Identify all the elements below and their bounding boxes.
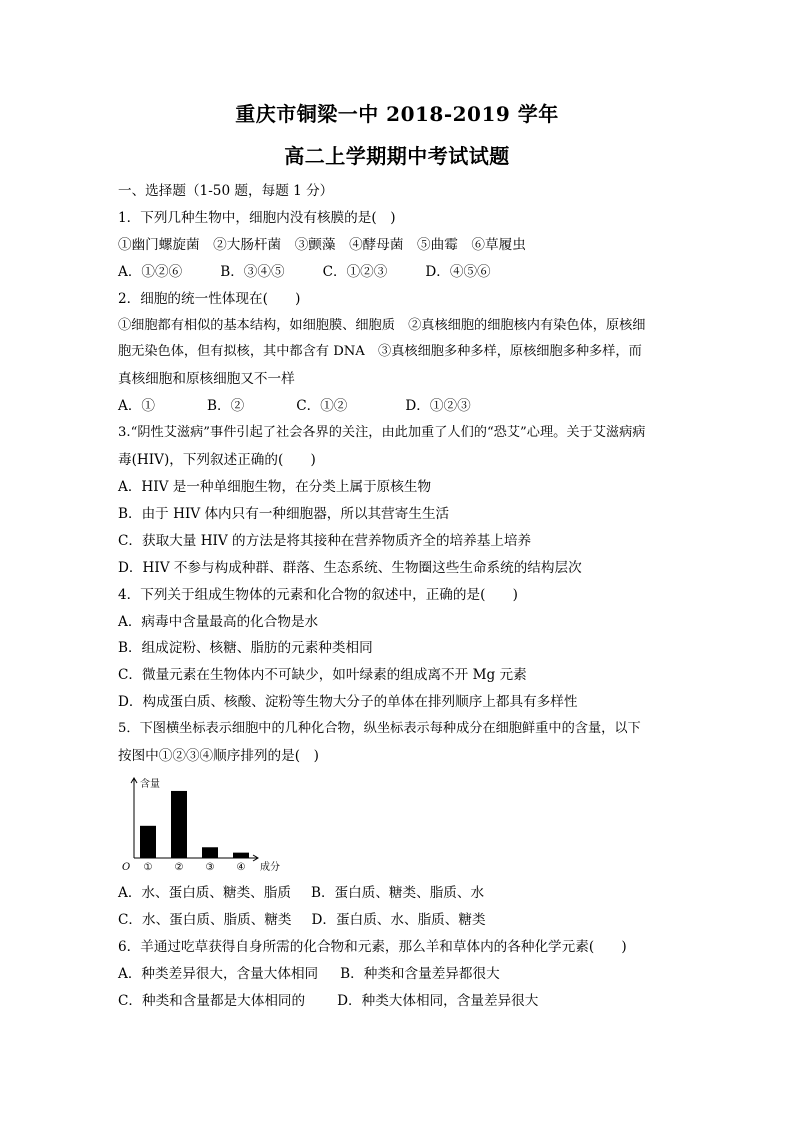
q2-line-1: ①细胞都有相似的基本结构，如细胞膜、细胞质 ②真核细胞的细胞核内有染色体，原核细 <box>118 317 646 333</box>
section-heading: 一、选择题（1-50 题，每题 1 分） <box>118 183 334 199</box>
q5-option-a: A．水、蛋白质、糖类、脂质 <box>118 884 291 901</box>
q3-option-b: B．由于 HIV 体内只有一种细胞器，所以其营寄生生活 <box>118 505 450 522</box>
q1-options <box>118 259 678 286</box>
q2-stem: 2．细胞的统一性体现在( ) <box>118 290 301 307</box>
x-tick-label-2: ② <box>174 861 184 873</box>
q2-line-2: 胞无染色体，但有拟核，其中都含有 DNA ③真核细胞多种多样，原核细胞多种多样，而 <box>118 344 642 360</box>
q4-option-a: A．病毒中含量最高的化合物是水 <box>118 613 319 630</box>
bar-4 <box>233 853 249 858</box>
q4-option-d: D．构成蛋白质、核酸、淀粉等生物大分子的单体在排列顺序上都具有多样性 <box>118 694 578 711</box>
q1-stem: 1．下列几种生物中，细胞内没有核膜的是( ) <box>118 209 396 226</box>
q3-line-1: 3.“阴性艾滋病”事件引起了社会各界的关注，由此加重了人们的“恐艾”心理。关于艾滋病病 <box>118 425 646 441</box>
q3-line-2: 毒(HIV)，下列叙述正确的( ) <box>118 452 316 469</box>
q5-line-1: 5．下图横坐标表示细胞中的几种化合物，纵坐标表示每种成分在细胞鲜重中的含量，以下 <box>118 721 641 737</box>
q2-options <box>118 393 678 420</box>
q1-option-c: C．①②③ <box>322 263 388 280</box>
q3-option-a: A．HIV 是一种单细胞生物，在分类上属于原核生物 <box>118 478 432 495</box>
q6-option-d: D．种类大体相同，含量差异很大 <box>337 992 539 1009</box>
q6-option-a: A．种类差异很大，含量大体相同 <box>118 965 319 982</box>
q4-option-b: B．组成淀粉、核糖、脂肪的元素种类相同 <box>118 640 373 657</box>
q2-line-3: 真核细胞和原核细胞又不一样 <box>118 371 295 388</box>
q1-items: ①幽门螺旋菌 ②大肠杆菌 ③颤藻 ④酵母菌 ⑤曲霉 ⑥草履虫 <box>118 236 526 253</box>
y-axis-label: 含量 <box>140 778 160 790</box>
q2-option-b: B．② <box>207 398 245 415</box>
question-list <box>118 178 678 1014</box>
q6-options-row-2 <box>118 988 678 1015</box>
q2-option-c: C．①② <box>296 398 348 415</box>
q6-stem: 6．羊通过吃草获得自身所需的化合物和元素，那么羊和草体内的各种化学元素( ) <box>118 938 627 955</box>
q5-line-2: 按图中①②③④顺序排列的是( ) <box>118 748 319 765</box>
q1-option-b: B．③④⑤ <box>220 263 285 280</box>
q5-option-c: C．水、蛋白质、脂质、糖类 <box>118 911 292 928</box>
x-tick-label-4: ④ <box>236 861 246 873</box>
q1-option-a: A．①②⑥ <box>118 263 183 280</box>
exam-title-name: 高二上学期期中考试试题 <box>284 144 510 168</box>
bar-chart <box>118 772 298 876</box>
q6-option-c: C．种类和含量都是大体相同的 <box>118 992 306 1009</box>
q4-option-c: C．微量元素在生物体内不可缺少，如叶绿素的组成离不开 Mg 元素 <box>118 667 527 684</box>
bar-3 <box>202 847 218 858</box>
q6-options-row-1 <box>118 961 678 988</box>
q6-option-b: B．种类和含量差异都很大 <box>340 965 500 982</box>
bar-2 <box>171 791 187 858</box>
bar-1 <box>140 826 156 858</box>
q5-option-b: B．蛋白质、糖类、脂质、水 <box>310 884 485 901</box>
q5-options-row-1 <box>118 880 678 907</box>
q2-option-d: D．①②③ <box>405 398 471 415</box>
q4-stem: 4．下列关于组成生物体的元素和化合物的叙述中，正确的是( ) <box>118 586 518 603</box>
q1-option-d: D．④⑤⑥ <box>425 263 491 280</box>
x-tick-label-3: ③ <box>205 861 215 873</box>
exam-title-school: 重庆市铜梁一中 2018-2019 学年 <box>235 102 559 126</box>
q3-option-d: D．HIV 不参与构成种群、群落、生态系统、生物圈这些生命系统的结构层次 <box>118 559 582 576</box>
q2-option-a: A．① <box>118 398 156 415</box>
q5-options-row-2 <box>118 907 678 934</box>
q3-option-c: C．获取大量 HIV 的方法是将其接种在营养物质齐全的培养基上培养 <box>118 532 532 549</box>
q5-option-d: D．蛋白质、水、脂质、糖类 <box>311 911 486 928</box>
origin-label: O <box>122 861 131 873</box>
x-axis-label: 成分 <box>260 861 280 873</box>
x-tick-label-1: ① <box>143 861 153 873</box>
